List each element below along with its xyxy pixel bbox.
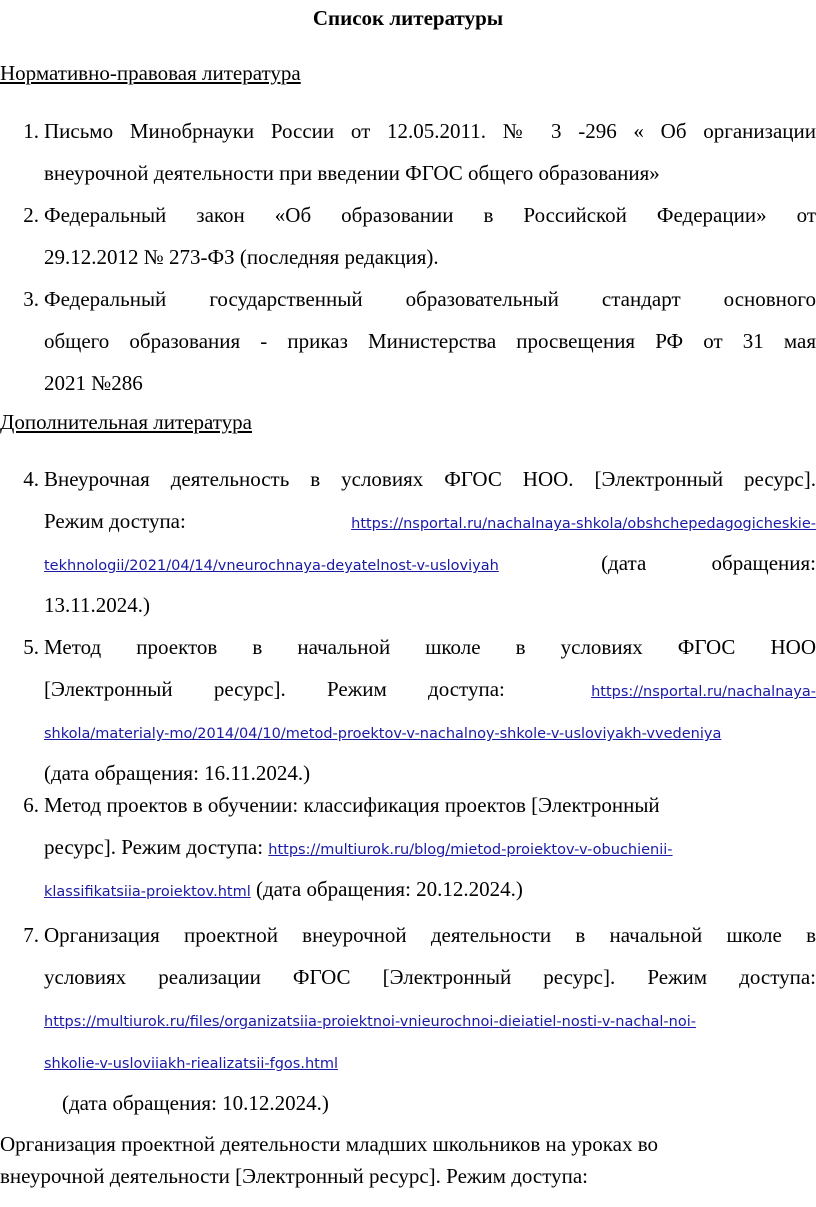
list-item-number: 2. <box>23 203 39 227</box>
list-item-text: Письмо Минобрнауки России от 12.05.2011. № 3 -296 « Об организации <box>44 119 816 143</box>
list-item-number: 6. <box>23 793 39 817</box>
reference-link[interactable]: https://nsportal.ru/nachalnaya- <box>591 684 816 700</box>
list-item-text: Внеурочная деятельность в условиях ФГОС НОО. [Электронный ресурс]. <box>44 467 816 491</box>
paragraph-line: внеурочной деятельности [Электронный ресурс]. Режим доступа: <box>0 1164 589 1188</box>
reference-link[interactable]: klassifikatsiia-proiektov.html <box>44 884 251 900</box>
list-item-text: Организация проектной внеурочной деятельности в начальной школе в <box>44 923 816 947</box>
reference-link[interactable]: https://nsportal.ru/nachalnaya-shkola/obshchepedagogicheskie- <box>351 516 816 532</box>
reference-link[interactable]: tekhnologii/2021/04/14/vneurochnaya-deyatelnost-v-usloviyah <box>44 558 499 574</box>
list-item-text: Метод проектов в начальной школе в условиях ФГОС НОО <box>44 635 816 659</box>
list-item-text: (дата обращения: 10.12.2024.) <box>62 1091 329 1115</box>
list-item-text: внеурочной деятельности при введении ФГОС общего образования» <box>44 161 660 185</box>
list-item-text: Метод проектов в обучении: классификация проектов [Электронный <box>44 793 660 817</box>
reference-link[interactable]: shkola/materialy-mo/2014/04/10/metod-proektov-v-nachalnoy-shkole-v-usloviyakh-vvedeniya <box>44 726 722 742</box>
list-item-text: (дата обращения: 16.11.2024.) <box>44 761 311 785</box>
reference-link[interactable]: https://multiurok.ru/files/organizatsiia-proiektnoi-vnieurochnoi-dieiatiel-nosti-v-nachal-noi- <box>44 1014 696 1030</box>
list-item-text: ресурс]. Режим доступа: <box>44 835 264 859</box>
section-heading-additional: Дополнительная литература <box>0 410 252 434</box>
list-item-text: 29.12.2012 № 273-ФЗ (последняя редакция). <box>44 245 439 269</box>
list-item-text: 2021 №286 <box>44 371 143 395</box>
list-item-text: [Электронный ресурс]. Режим доступа: <box>44 677 505 701</box>
list-item-text: (дата обращения: <box>601 551 816 575</box>
section-heading-normative: Нормативно-правовая литература <box>0 61 301 85</box>
list-item-text: Федеральный закон «Об образовании в Российской Федерации» от <box>44 203 816 227</box>
list-item-number: 3. <box>23 287 39 311</box>
reference-link[interactable]: shkolie-v-usloviiakh-riealizatsii-fgos.html <box>44 1056 338 1072</box>
list-item-text: 13.11.2024.) <box>44 593 150 617</box>
list-item-number: 5. <box>23 635 39 659</box>
page-title: Список литературы <box>312 6 504 30</box>
list-item-text: общего образования - приказ Министерства просвещения РФ от 31 мая <box>44 329 816 353</box>
list-item-number: 1. <box>23 119 39 143</box>
reference-link[interactable]: https://multiurok.ru/blog/mietod-proiektov-v-obuchienii- <box>268 842 673 858</box>
list-item-number: 7. <box>23 923 39 947</box>
list-item-text: Режим доступа: <box>44 509 186 533</box>
list-item-text: (дата обращения: 20.12.2024.) <box>256 877 523 901</box>
final-paragraph <box>0 1128 816 1192</box>
list-item-text: условиях реализации ФГОС [Электронный ресурс]. Режим доступа: <box>44 965 816 989</box>
list-item-text: Федеральный государственный образовательный стандарт основного <box>44 287 816 311</box>
list-item-number: 4. <box>23 467 39 491</box>
paragraph-line: Организация проектной деятельности младших школьников на уроках во <box>0 1132 659 1156</box>
